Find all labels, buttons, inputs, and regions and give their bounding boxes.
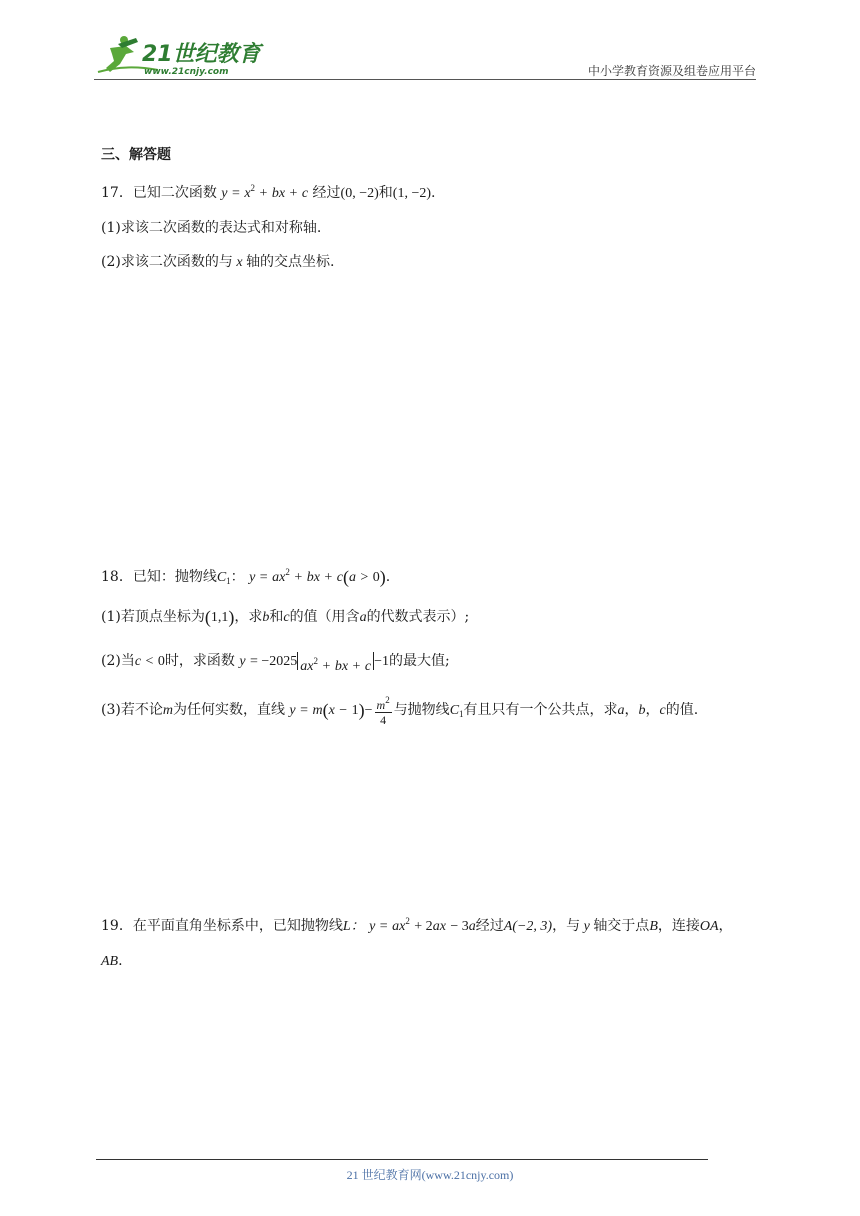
runner-logo-icon: [96, 34, 266, 78]
question-18: 18．已知：抛物线$C_1$： $y = ax^2$ + bx + c(a > 0).: [101, 567, 391, 587]
question-17-part-2: (2)求该二次函数的与 x 轴的交点坐标.: [101, 254, 335, 270]
question-19: 19．在平面直角坐标系中，已知抛物线L： $y = ax^2 + 2ax - 3a$经过A(−2, 3)，与 y 轴交于点B，连接OA，: [101, 916, 733, 934]
header-platform-text: 中小学教育资源及组卷应用平台: [587, 64, 756, 78]
point-2: (1, −2): [392, 186, 432, 201]
footer-text: 21 世纪教育网(www.21cnjy.com): [346, 1168, 514, 1182]
question-18-part-1: (1)若顶点坐标为(1,1)，求b和c的值（用含a的代数式表示）;: [101, 607, 470, 627]
site-logo: [96, 34, 266, 78]
question-17-part-1: (1)求该二次函数的表达式和对称轴.: [101, 220, 322, 236]
question-18-part-2: (2)当c < 0时，求函数 y = −2025 $ax^2$ + bx + c −1的最大值;: [101, 653, 450, 674]
logo-url: www.21cnjy.com: [144, 67, 229, 77]
section-title: 三、解答题: [101, 147, 171, 163]
logo-text: 21世纪教育: [142, 42, 261, 67]
fraction: $\frac{m^2}{4}$: [376, 695, 390, 727]
question-number: 17．: [101, 185, 133, 201]
question-17: 17．已知二次函数 $y = x^2$ + bx + c 经过(0, −2)和(1, −2).: [101, 183, 436, 201]
footer-divider: [96, 1159, 708, 1160]
question-number: 19．: [101, 918, 133, 934]
question-19-continued: AB.: [101, 953, 123, 969]
point-A: A(−2, 3): [503, 919, 553, 934]
question-number: 18．: [101, 569, 133, 585]
header-divider: [94, 79, 756, 80]
question-18-part-3: (3)若不论m为任何实数，直线 y = m(x − 1)− $\frac{m^2}{4}$ 与抛物线$C_1$有且只有一个公共点，求a，b，c的值.: [101, 695, 699, 727]
point-1: (0, −2): [340, 186, 379, 201]
